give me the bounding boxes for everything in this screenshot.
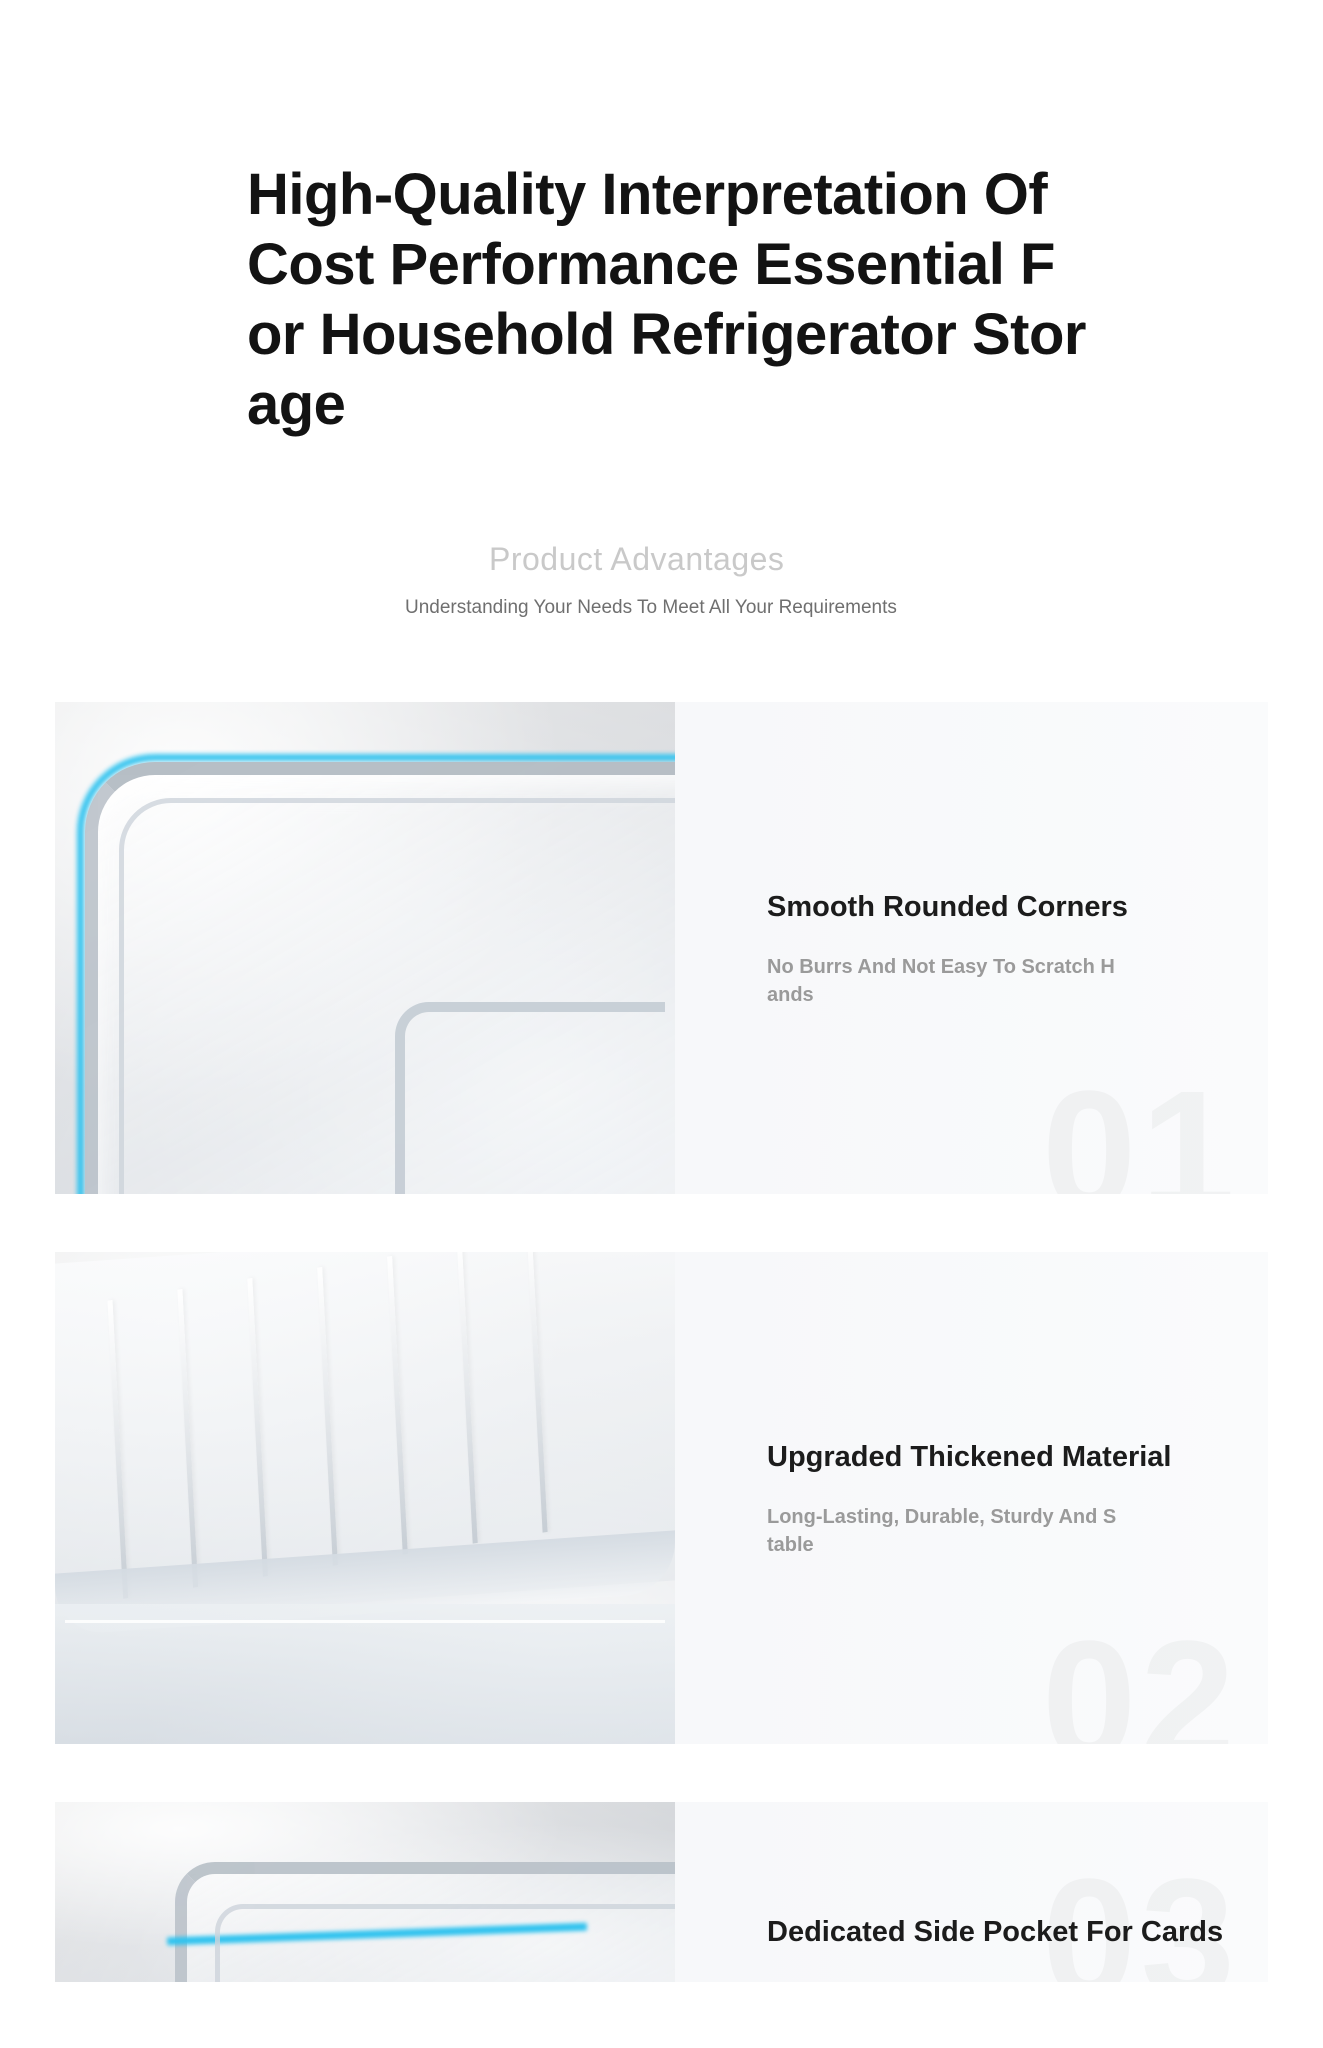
feature-text (675, 702, 1268, 1194)
feature-title: Upgraded Thickened Material (767, 1441, 1172, 1473)
feature-row (55, 702, 1268, 1194)
feature-row (55, 1802, 1268, 1982)
feature-text (675, 1802, 1268, 1982)
feature-image-thickened-material (55, 1252, 675, 1744)
feature-index (1042, 1616, 1239, 1744)
feature-title: Smooth Rounded Corners (767, 891, 1128, 923)
feature-subtitle: No Burrs And Not Easy To Scratch Hands (767, 956, 1115, 1006)
feature-row (55, 1252, 1268, 1744)
section-subtitle: Understanding Your Needs To Meet All Your Requirements (405, 597, 897, 618)
section-title: Product Advantages (489, 541, 785, 577)
feature-list (0, 702, 1323, 1982)
feature-image-side-pocket (55, 1802, 675, 1982)
page-title: High-Quality Interpretation Of Cost Performance Essential For Household Refrigerator Storage (247, 162, 1086, 437)
hero-section (0, 0, 1323, 440)
feature-subtitle: Long-Lasting, Durable, Sturdy And Stable (767, 1506, 1117, 1556)
feature-title: Dedicated Side Pocket For Cards (767, 1916, 1224, 1948)
section-heading (0, 540, 1323, 660)
feature-index (1042, 1066, 1239, 1194)
feature-text (675, 1252, 1268, 1744)
feature-image-rounded-corner (55, 702, 675, 1194)
